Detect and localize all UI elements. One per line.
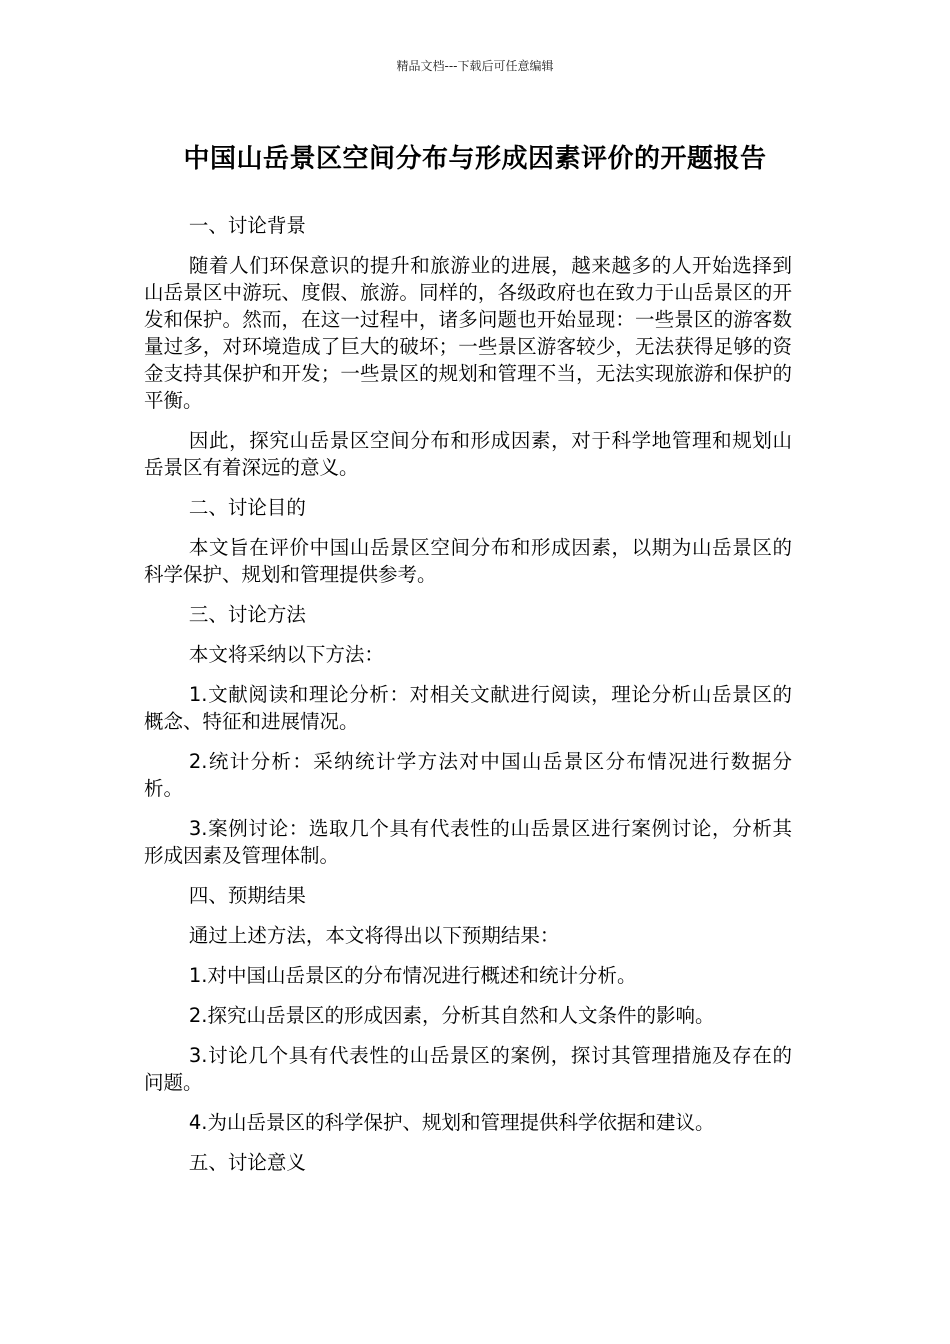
document-body bbox=[144, 212, 792, 1189]
list-item-method-2: 2.统计分析：采纳统计学方法对中国山岳景区分布情况进行数据分析。 bbox=[144, 750, 792, 800]
list-item-method-1: 1.文献阅读和理论分析：对相关文献进行阅读，理论分析山岳景区的概念、特征和进展情况。 bbox=[144, 683, 792, 733]
section-heading-purpose: 二、讨论目的 bbox=[188, 496, 306, 519]
section-heading-significance: 五、讨论意义 bbox=[188, 1151, 306, 1174]
section-heading-method: 三、讨论方法 bbox=[188, 603, 306, 626]
paragraph-background: 随着人们环保意识的提升和旅游业的进展，越来越多的人开始选择到山岳景区中游玩、度假、旅游。同样的，各级政府也在致力于山岳景区的开发和保护。然而，在这一过程中，诸多问题也开始显现：一些景区的游客数量过多，对环境造成了巨大的破坏；一些景区游客较少，无法获得足够的资金支持其保护和开发；一些景区的规划和管理不当，无法实现旅游和保护的平衡。 bbox=[144, 254, 792, 412]
paragraph-purpose: 本文旨在评价中国山岳景区空间分布和形成因素，以期为山岳景区的科学保护、规划和管理提供参考。 bbox=[144, 536, 792, 586]
paragraph-method-intro: 本文将采纳以下方法： bbox=[188, 643, 384, 666]
list-item-result-4: 4.为山岳景区的科学保护、规划和管理提供科学依据和建议。 bbox=[188, 1111, 715, 1134]
list-item-result-3: 3.讨论几个具有代表性的山岳景区的案例，探讨其管理措施及存在的问题。 bbox=[144, 1044, 792, 1094]
document-title: 中国山岳景区空间分布与形成因素评价的开题报告 bbox=[183, 144, 767, 174]
section-heading-results: 四、预期结果 bbox=[188, 884, 306, 907]
paragraph-results-intro: 通过上述方法，本文将得出以下预期结果： bbox=[188, 924, 560, 947]
list-item-method-3: 3.案例讨论：选取几个具有代表性的山岳景区进行案例讨论，分析其形成因素及管理体制。 bbox=[144, 817, 792, 867]
list-item-result-2: 2.探究山岳景区的形成因素，分析其自然和人文条件的影响。 bbox=[188, 1004, 715, 1027]
list-item-result-1: 1.对中国山岳景区的分布情况进行概述和统计分析。 bbox=[188, 964, 637, 987]
header-note: 精品文档---下载后可任意编辑 bbox=[396, 59, 554, 73]
section-heading-background: 一、讨论背景 bbox=[188, 214, 306, 237]
paragraph-significance-intro: 因此，探究山岳景区空间分布和形成因素，对于科学地管理和规划山岳景区有着深远的意义。 bbox=[144, 429, 792, 479]
